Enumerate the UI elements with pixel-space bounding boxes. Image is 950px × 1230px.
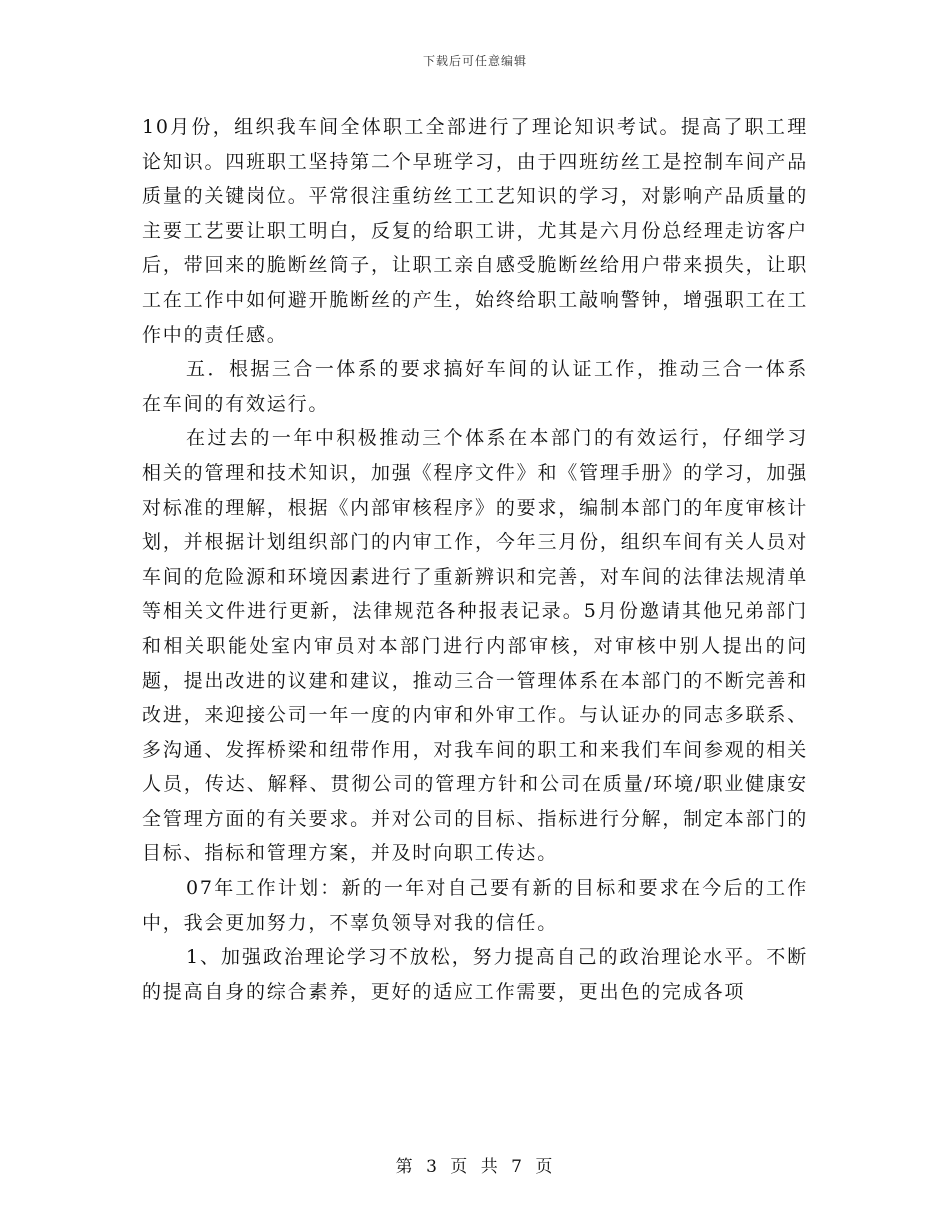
page-header-note: 下载后可任意编辑 — [422, 54, 527, 68]
footer-suffix: 页 — [535, 1157, 555, 1177]
document-body — [142, 110, 808, 1009]
paragraph-exam-training: 10月份，组织我车间全体职工全部进行了理论知识考试。提高了职工理论知识。四班职工坚持第二个早班学习，由于四班纺丝工是控制车间产品质量的关键岗位。平常很注重纺丝工工艺知识的学习，对影响产品质量的主要工艺要让职工明白，反复的给职工讲，尤其是六月份总经理走访客户后，带回来的脆断丝筒子，让职工亲自感受脆断丝给用户带来损失，让职工在工作中如何避开脆断丝的产生，始终给职工敲响警钟，增强职工在工作中的责任感。 — [142, 116, 808, 346]
footer-total-pages: 7 — [511, 1157, 524, 1177]
paragraph-certification-work: 在过去的一年中积极推动三个体系在本部门的有效运行，仔细学习相关的管理和技术知识，加强《程序文件》和《管理手册》的学习，加强对标准的理解，根据《内部审核程序》的要求，编制本部门的年度审核计划，并根据计划组织部门的内审工作，今年三月份，组织车间有关人员对车间的危险源和环境因素进行了重新辨识和完善，对车间的法律法规清单等相关文件进行更新，法律规范各种报表记录。5月份邀请其他兄弟部门和相关职能处室内审员对本部门进行内部审核，对审核中别人提出的问题，提出改进的议建和建议，推动三合一管理体系在本部门的不断完善和改进，来迎接公司一年一度的内审和外审工作。与认证办的同志多联系、多沟通、发挥桥梁和纽带作用，对我车间的职工和来我们车间参观的相关人员，传达、解释、贯彻公司的管理方针和公司在质量/环境/职业健康安全管理方面的有关要求。并对公司的目标、指标进行分解，制定本部门的目标、指标和管理方案，并及时向职工传达。 — [142, 427, 808, 865]
paragraph-plan-item-one: 1、加强政治理论学习不放松，努力提高自己的政治理论水平。不断的提高自身的综合素养，更好的适应工作需要，更出色的完成各项 — [142, 946, 808, 1003]
footer-current-page: 3 — [426, 1157, 439, 1177]
page-footer — [0, 1152, 950, 1177]
footer-page-word: 页 — [450, 1157, 470, 1177]
paragraph-work-plan: 07年工作计划：新的一年对自己要有新的目标和要求在今后的工作中，我会更加努力，不辜负领导对我的信任。 — [142, 877, 808, 934]
footer-prefix: 第 — [395, 1157, 415, 1177]
paragraph-section-five-heading: 五．根据三合一体系的要求搞好车间的认证工作，推动三合一体系在车间的有效运行。 — [142, 358, 808, 415]
footer-total-word: 共 — [480, 1157, 500, 1177]
